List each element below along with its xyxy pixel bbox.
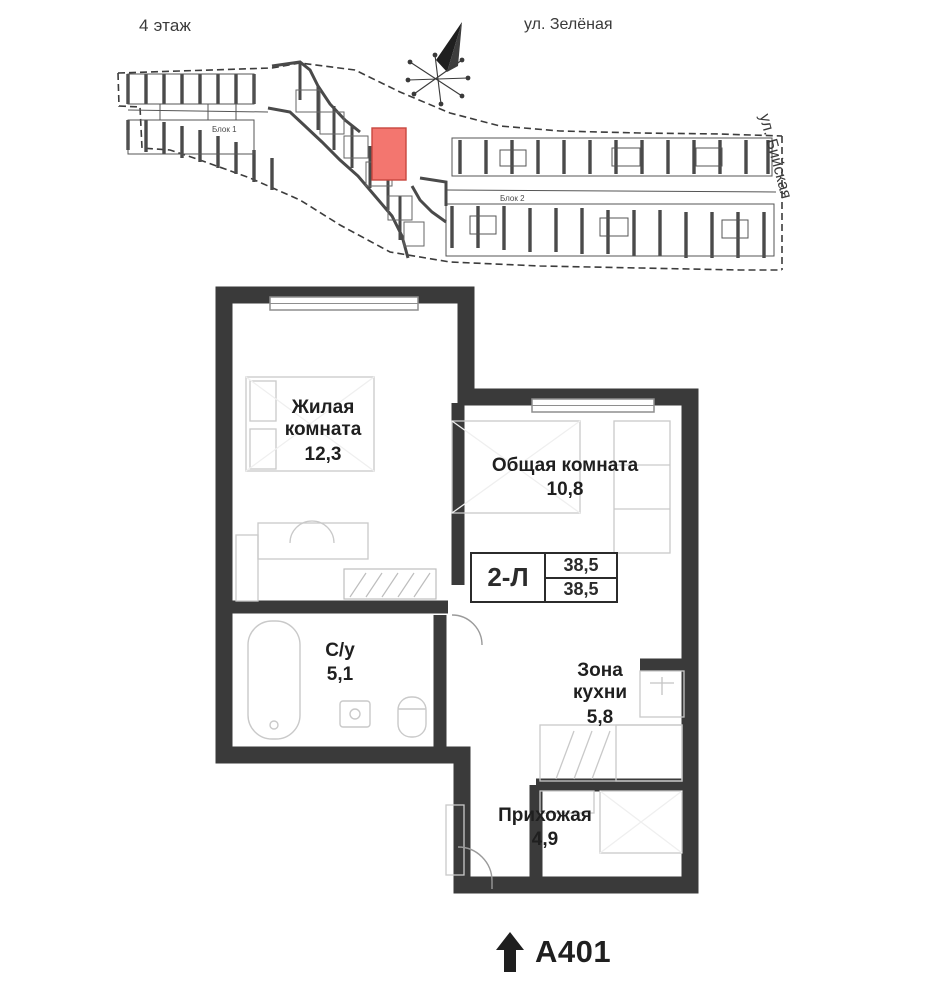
apartment-type: 2-Л [472,554,546,601]
apartment-plan-svg [0,285,938,1001]
room-area: 10,8 [546,479,584,501]
room-label-living [238,397,408,466]
room-name: Жилая [291,397,355,418]
room-area: 5,8 [586,706,614,728]
street-label-right: ул. Бийская [755,112,795,201]
key-plan-svg [0,0,938,285]
entrance-code: А401 [535,934,612,969]
room-area: 12,3 [304,443,342,465]
room-label-hall [465,805,625,852]
apartment-area-total: 38,5 [546,554,616,579]
apartment-plan [0,285,938,1001]
room-area: 4,9 [531,829,559,851]
block-1-label: Блок 1 [212,125,237,134]
floor-label: 4 этаж [139,16,192,35]
room-name: С/у [325,640,355,661]
room-label-common [450,455,680,502]
block-2-label: Блок 2 [500,194,525,203]
room-name-2: кухни [572,682,628,704]
apartment-area-living: 38,5 [563,579,599,600]
entrance-marker [495,930,611,974]
room-name: Общая комната [491,455,639,476]
room-label-kitchen [530,660,670,729]
room-name: Зона [577,660,623,681]
room-area: 5,1 [326,664,354,686]
highlighted-apartment [372,128,406,180]
apartment-type-badge [470,552,618,603]
room-label-bathroom [280,640,400,687]
room-name: Прихожая [498,805,592,826]
room-name-2: комната [284,419,362,441]
compass-icon [406,22,471,106]
arrow-up-icon [495,930,525,974]
street-label-top: ул. Зелёная [524,16,613,33]
key-plan [0,0,938,285]
